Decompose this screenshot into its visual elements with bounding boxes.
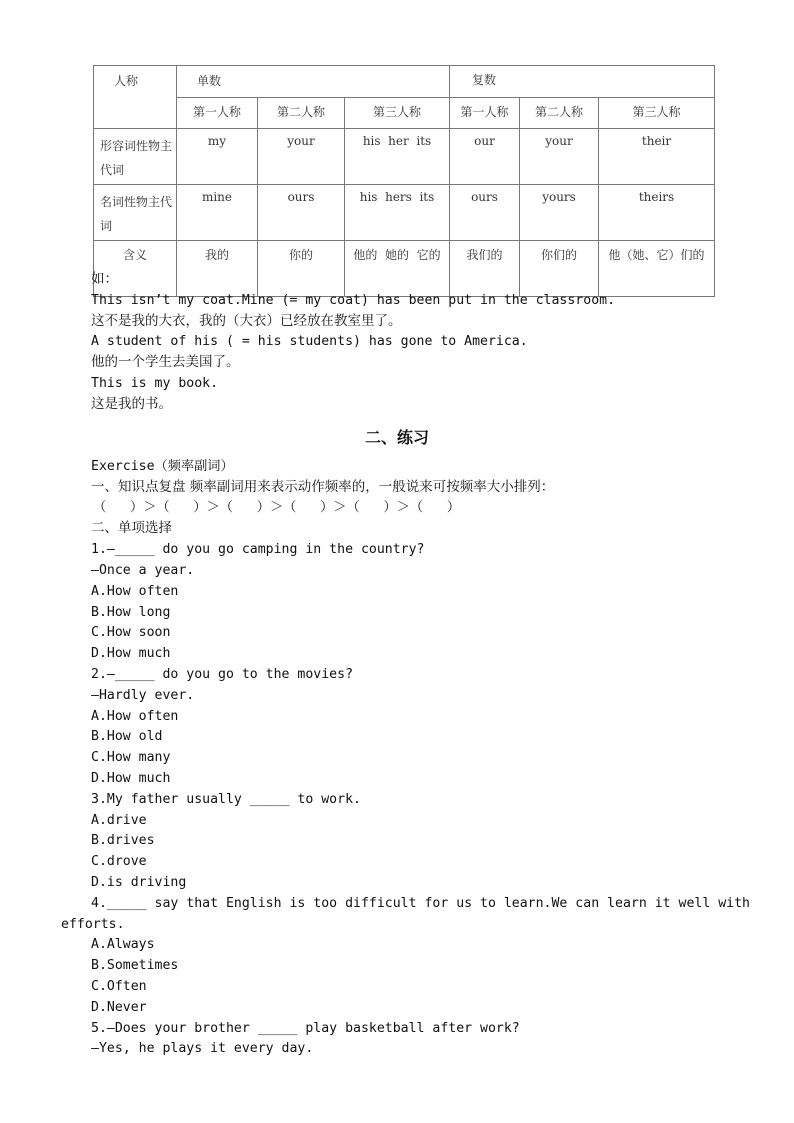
- table-cell: his her its: [345, 129, 450, 185]
- part1-heading: 一、知识点复盘 频率副词用来表示动作频率的，一般说来可按频率大小排列：: [91, 479, 555, 495]
- possessive-pronoun-table: [93, 65, 715, 297]
- singular-header-cell: [177, 66, 450, 98]
- option: D.Never: [91, 1000, 147, 1015]
- option: D.How much: [91, 771, 171, 786]
- question-4-continued: efforts.: [61, 917, 125, 932]
- table-cell: 他的 她的 它的: [345, 241, 450, 297]
- table-cell: his hers its: [345, 185, 450, 241]
- table-cell: your: [520, 129, 599, 185]
- part2-heading: 二、单项选择: [91, 520, 172, 536]
- exercise-title: Exercise（频率副词）: [91, 459, 234, 474]
- example-translation: 这不是我的大衣，我的（大衣）已经放在教室里了。: [91, 313, 402, 329]
- option: A.drive: [91, 813, 147, 828]
- table-cell: 我们的: [450, 241, 520, 297]
- question-2-answer: —Hardly ever.: [91, 688, 195, 703]
- option: A.Always: [91, 937, 155, 952]
- plural-header-cell: [450, 66, 715, 98]
- table-cell: ours: [450, 185, 520, 241]
- example-translation: 他的一个学生去美国了。: [91, 354, 240, 370]
- table-cell: 他（她、它）们的: [599, 241, 715, 297]
- option: B.How long: [91, 605, 171, 620]
- table-cell: 你们的: [520, 241, 599, 297]
- person-header: 人称: [114, 74, 139, 88]
- option: C.Often: [91, 979, 147, 994]
- example-sentence: This is my book.: [91, 376, 219, 391]
- question-3: 3.My father usually _____ to work.: [91, 792, 361, 807]
- option: C.How many: [91, 750, 171, 765]
- frequency-blanks: （ ）＞（ ）＞（ ）＞（ ）＞（ ）＞（ ）: [93, 500, 461, 515]
- question-2: 2.—_____ do you go to the movies?: [91, 667, 354, 682]
- row-label: 名词性物主代词: [94, 185, 177, 241]
- option: D.is driving: [91, 875, 187, 890]
- table-cell: our: [450, 129, 520, 185]
- row-label: 含义: [94, 241, 177, 297]
- option: C.How soon: [91, 625, 171, 640]
- singular-header: 单数: [197, 74, 222, 88]
- option: B.How old: [91, 729, 163, 744]
- table-cell: your: [258, 129, 345, 185]
- section-title: 二、练习: [364, 428, 429, 447]
- subheader-cell: 第二人称: [258, 98, 345, 129]
- subheader-cell: 第三人称: [599, 98, 715, 129]
- option: B.drives: [91, 833, 155, 848]
- question-1-answer: —Once a year.: [91, 563, 195, 578]
- table-cell: 我的: [177, 241, 258, 297]
- table-cell: mine: [177, 185, 258, 241]
- table-cell: my: [177, 129, 258, 185]
- option: A.How often: [91, 709, 179, 724]
- subheader-cell: 第二人称: [520, 98, 599, 129]
- table-row: [94, 185, 715, 241]
- table-cell: ours: [258, 185, 345, 241]
- question-5: 5.—Does your brother _____ play basketball after work?: [91, 1021, 520, 1036]
- option: D.How much: [91, 646, 171, 661]
- option: A.How often: [91, 584, 179, 599]
- table-cell: yours: [520, 185, 599, 241]
- subheader-cell: 第一人称: [177, 98, 258, 129]
- table-header-row: [94, 66, 715, 98]
- question-4: 4._____ say that English is too difficult for us to learn.We can learn it well with: [91, 896, 750, 911]
- question-5-answer: —Yes, he plays it every day.: [91, 1041, 314, 1056]
- example-sentence: This isn’t my coat.Mine (= my coat) has been put in the classroom.: [91, 293, 616, 308]
- example-translation: 这是我的书。: [91, 396, 172, 412]
- table-row: [94, 241, 715, 297]
- examples-intro: 如：: [91, 271, 118, 287]
- subheader-cell: 第三人称: [345, 98, 450, 129]
- plural-header: 复数: [472, 73, 497, 87]
- question-1: 1.—_____ do you go camping in the country?: [91, 542, 425, 557]
- example-sentence: A student of his ( = his students) has gone to America.: [91, 334, 528, 349]
- table-cell: their: [599, 129, 715, 185]
- subheader-cell: 第一人称: [450, 98, 520, 129]
- option: B.Sometimes: [91, 958, 179, 973]
- row-label: 形容词性物主代词: [94, 129, 177, 185]
- person-header-cell: [94, 66, 177, 129]
- option: C.drove: [91, 854, 147, 869]
- table-row: [94, 129, 715, 185]
- table-subheader-row: [94, 98, 715, 129]
- table-cell: theirs: [599, 185, 715, 241]
- table-cell: 你的: [258, 241, 345, 297]
